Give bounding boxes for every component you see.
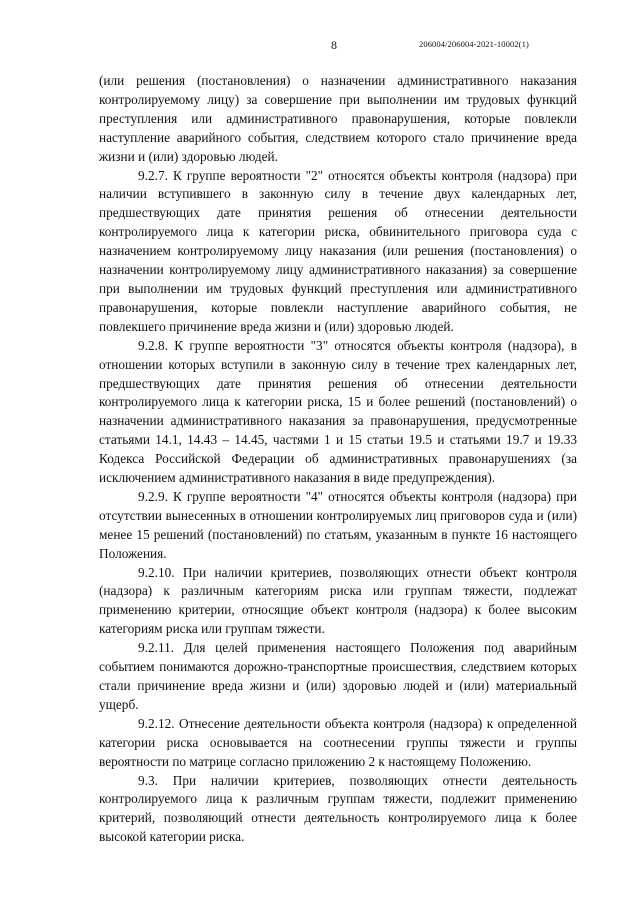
paragraph-9-2-12: 9.2.12. Отнесение деятельности объекта контроля (надзора) к определенной категории риска основывается на соотнесении группы тяжести и группы вероятности по матрице согласно приложению 2 к настоящему Положению. bbox=[99, 715, 577, 769]
paragraph-9-2-8: 9.2.8. К группе вероятности "3" относятся объекты контроля (надзора), в отношении которых вступили в законную силу в течение трех календарных лет, предшествующих дате принятия решения об отнесении деятельности контролируемого лица к категории риска, 15 и более решений (постановлений) о назначении административного наказания за правонарушения, предусмотренные статьями 14.1, 14.43 – 14.45, частями 1 и 15 статьи 19.5 и статьями 19.7 и 19.33 Кодекса Российской Федерации об административных правонарушениях (за исключением административного наказания в виде предупреждения). bbox=[99, 337, 577, 486]
page-number: 8 bbox=[331, 38, 337, 52]
paragraph-9-2-10: 9.2.10. При наличии критериев, позволяющих отнести объект контроля (надзора) к различным категориям риска или группам тяжести, подлежат применению критерии, относящие объект контроля (надзора) к более высоким категориям риска или группам тяжести. bbox=[99, 564, 577, 637]
paragraph-9-2-9: 9.2.9. К группе вероятности "4" относятся объекты контроля (надзора) при отсутствии вынесенных в отношении контролируемых лиц приговоров суда и (или) менее 15 решений (постановлений) по статьям, указанным в пункте 16 настоящего Положения. bbox=[99, 488, 577, 561]
document-code: 206004/206004-2021-10002(1) bbox=[419, 39, 529, 49]
paragraph-9-3: 9.3. При наличии критериев, позволяющих отнести деятельность контролируемого лица к различным группам тяжести, подлежит применению критерий, позволяющий отнести деятельность контролируемого лица к более высокой категории риска. bbox=[99, 772, 577, 845]
document-body bbox=[99, 72, 577, 847]
paragraph-continuation: (или решения (постановления) о назначении административного наказания контролируемому лицу) за совершение при выполнении им трудовых функций преступления или административного правонарушения, которые повлекли наступление аварийного события, следствием которого стало причинение вреда жизни и (или) здоровью людей. bbox=[99, 73, 577, 164]
paragraph-9-2-7: 9.2.7. К группе вероятности "2" относятся объекты контроля (надзора) при наличии вступившего в законную силу в течение двух календарных лет, предшествующих дате принятия решения об отнесении деятельности контролируемого лица к категории риска, обвинительного приговора суда с назначением контролируемому лицу наказания (или решения (постановления) о назначении контролируемому лицу административного наказания) за совершение при выполнении им трудовых функций преступления или административного правонарушения, которые повлекли наступление аварийного события, не повлекшего причинение вреда жизни и (или) здоровью людей. bbox=[99, 167, 577, 334]
paragraph-9-2-11: 9.2.11. Для целей применения настоящего Положения под аварийным событием понимаются дорожно-транспортные происшествия, следствием которых стали причинение вреда жизни и (или) здоровью людей и (или) материальный ущерб. bbox=[99, 640, 577, 712]
